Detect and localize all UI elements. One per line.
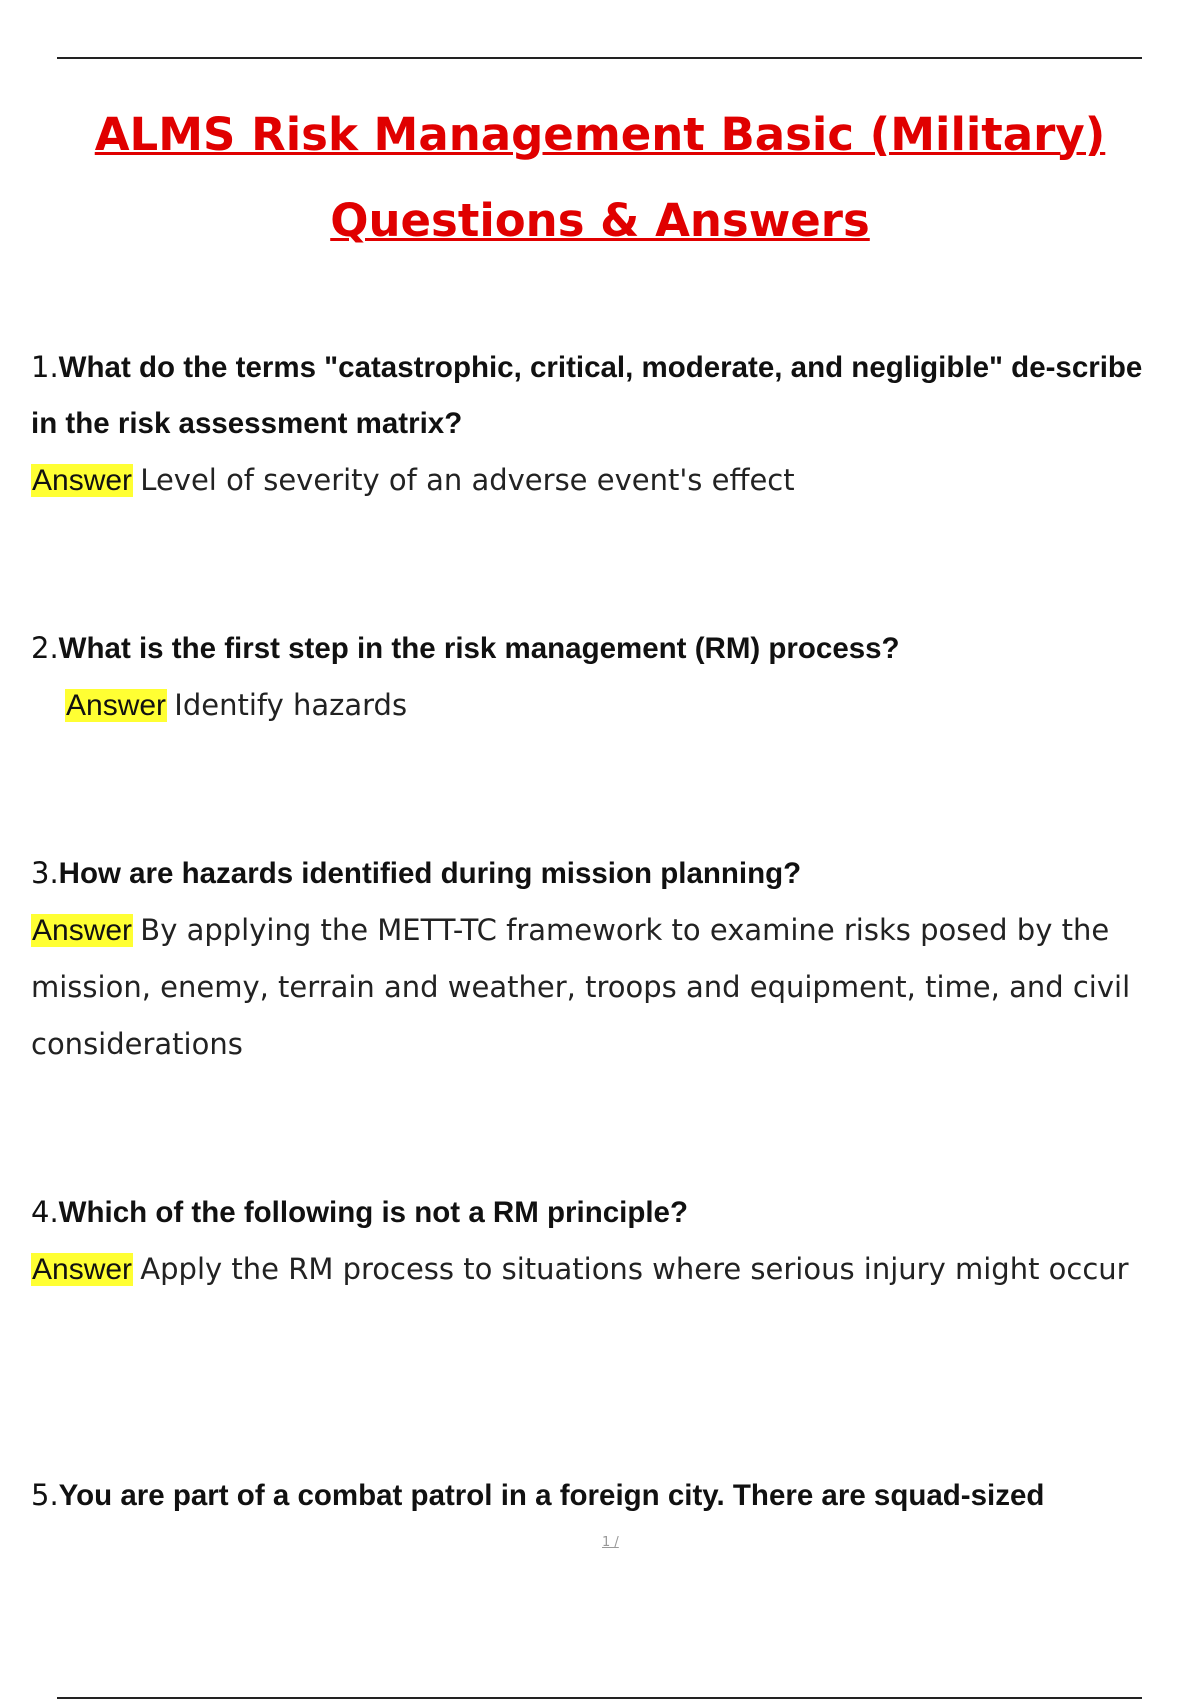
- question-4: [31, 1184, 1171, 1298]
- question-2: [31, 620, 1171, 734]
- question-number: 4.: [31, 1195, 59, 1229]
- answer-label: Answer: [32, 914, 133, 947]
- answer-text: Apply the RM process to situations where serious injury might occur: [140, 1252, 1129, 1286]
- question-text: How are hazards identified during mission planning?: [58, 857, 802, 890]
- question-text: You are part of a combat patrol in a foreign city. There are squad-sized: [58, 1479, 1045, 1512]
- question-text: What is the first step in the risk management (RM) process?: [58, 632, 900, 665]
- document-title-line2: Questions & Answers: [330, 194, 870, 247]
- document-title-line1: ALMS Risk Management Basic (Military): [94, 108, 1106, 161]
- question-text: Which of the following is not a RM principle?: [58, 1196, 688, 1229]
- answer-label: Answer: [32, 464, 133, 497]
- question-number: 3.: [31, 856, 59, 890]
- answer-label: Answer: [32, 1253, 133, 1286]
- question-number: 5.: [31, 1478, 59, 1512]
- question-1: [31, 339, 1171, 509]
- question-3: [31, 845, 1171, 1073]
- answer-text: Identify hazards: [174, 688, 408, 722]
- question-number: 2.: [31, 631, 59, 665]
- answer-label: Answer: [66, 689, 167, 722]
- bottom-rule: [57, 1697, 1142, 1699]
- answer-text: Level of severity of an adverse event's effect: [140, 463, 795, 497]
- question-5: [31, 1467, 1171, 1524]
- question-text: What do the terms "catastrophic, critical, moderate, and negligible" de-scribe in the risk assessment matrix?: [31, 351, 1143, 440]
- answer-text: By applying the METT-TC framework to examine risks posed by the mission, enemy, terrain and weather, troops and equipment, time, and civil considerations: [31, 913, 1131, 1061]
- question-number: 1.: [31, 350, 59, 384]
- top-rule: [57, 57, 1142, 59]
- page-number: 1 /: [602, 1535, 619, 1550]
